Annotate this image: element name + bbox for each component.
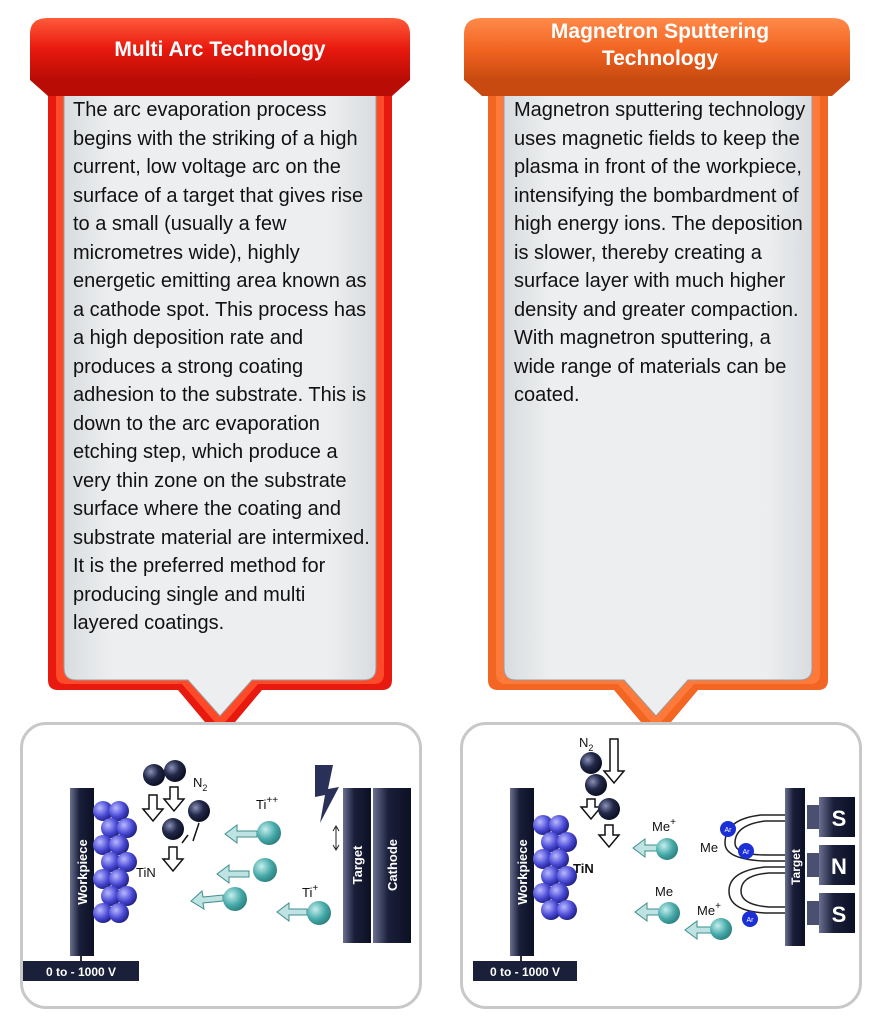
mag-voltage-label: 0 to - 1000 V [489, 965, 561, 979]
magnetron-diagram [460, 722, 862, 1009]
arc-voltage-label: 0 to - 1000 V [45, 965, 117, 979]
magnetron-panel [440, 0, 877, 740]
me-label-1: Me [700, 840, 719, 855]
arc-lightning-icon [315, 765, 339, 823]
me-plus-label-2: Me+ [697, 901, 721, 918]
multi-arc-diagram [20, 722, 422, 1009]
magnetron-description: Magnetron sputtering technology uses magnetic fields to keep the plasma in front of the workpiece, intensifying the bombardment of high energy ions. The deposition is slower, thereby creating a surface layer with much higher density and greater compaction. With magnetron sputtering, a wide range of materials can be coated. [514, 99, 806, 406]
svg-text:Ar: Ar [724, 827, 732, 834]
me-plus-label-1: Me+ [652, 817, 676, 834]
mag-tin-coating-atoms [533, 815, 577, 920]
ti-plus-plus-label: Ti++ [256, 795, 279, 812]
ti-plus-label: Ti+ [302, 883, 319, 900]
svg-text:Ar: Ar [742, 849, 750, 856]
cathode-label: Cathode [385, 839, 400, 891]
arc-tin-label: TiN [136, 865, 156, 880]
arc-target-label: Target [350, 845, 365, 885]
multi-arc-title: Multi Arc Technology [114, 37, 326, 61]
magnetron-diagram-svg [463, 725, 865, 1012]
multi-arc-description: The arc evaporation process begins with the striking of a high current, low voltage arc on the surface of a target that gives rise to a small (usually a few micrometres wide), highly energetic emitting area known as a cathode spot. This process has a high deposition rate and produces a strong coating adhesion to the substrate. This is down to the arc evaporation etching step, which produce a very thin zone on the substrate surface where the coating and substrate material are intermixed. It is the preferred method for producing single and multi layered coatings. [73, 99, 370, 634]
pole-n: N [831, 854, 847, 879]
tin-coating-atoms [93, 801, 137, 923]
arc-n2-label: $N_2$ [193, 775, 208, 793]
me-label-2: Me [655, 884, 674, 899]
mag-n2-molecules [580, 739, 624, 847]
multi-arc-diagram-svg [23, 725, 425, 1012]
multi-arc-panel [0, 0, 440, 740]
arc-ti-ions [191, 821, 331, 925]
magnetron-title: Magnetron Sputtering Technology [550, 20, 770, 70]
mag-target-label: Target [789, 849, 803, 885]
workpiece-label: Workpiece [75, 839, 90, 905]
pole-s-top: S [831, 806, 847, 831]
svg-text:Ar: Ar [746, 917, 754, 924]
mag-workpiece-label: Workpiece [515, 839, 530, 905]
mag-tin-label: TiN [573, 861, 594, 876]
pole-s-bottom: S [831, 902, 847, 927]
mag-n2-label: $N_2$ [579, 735, 594, 753]
